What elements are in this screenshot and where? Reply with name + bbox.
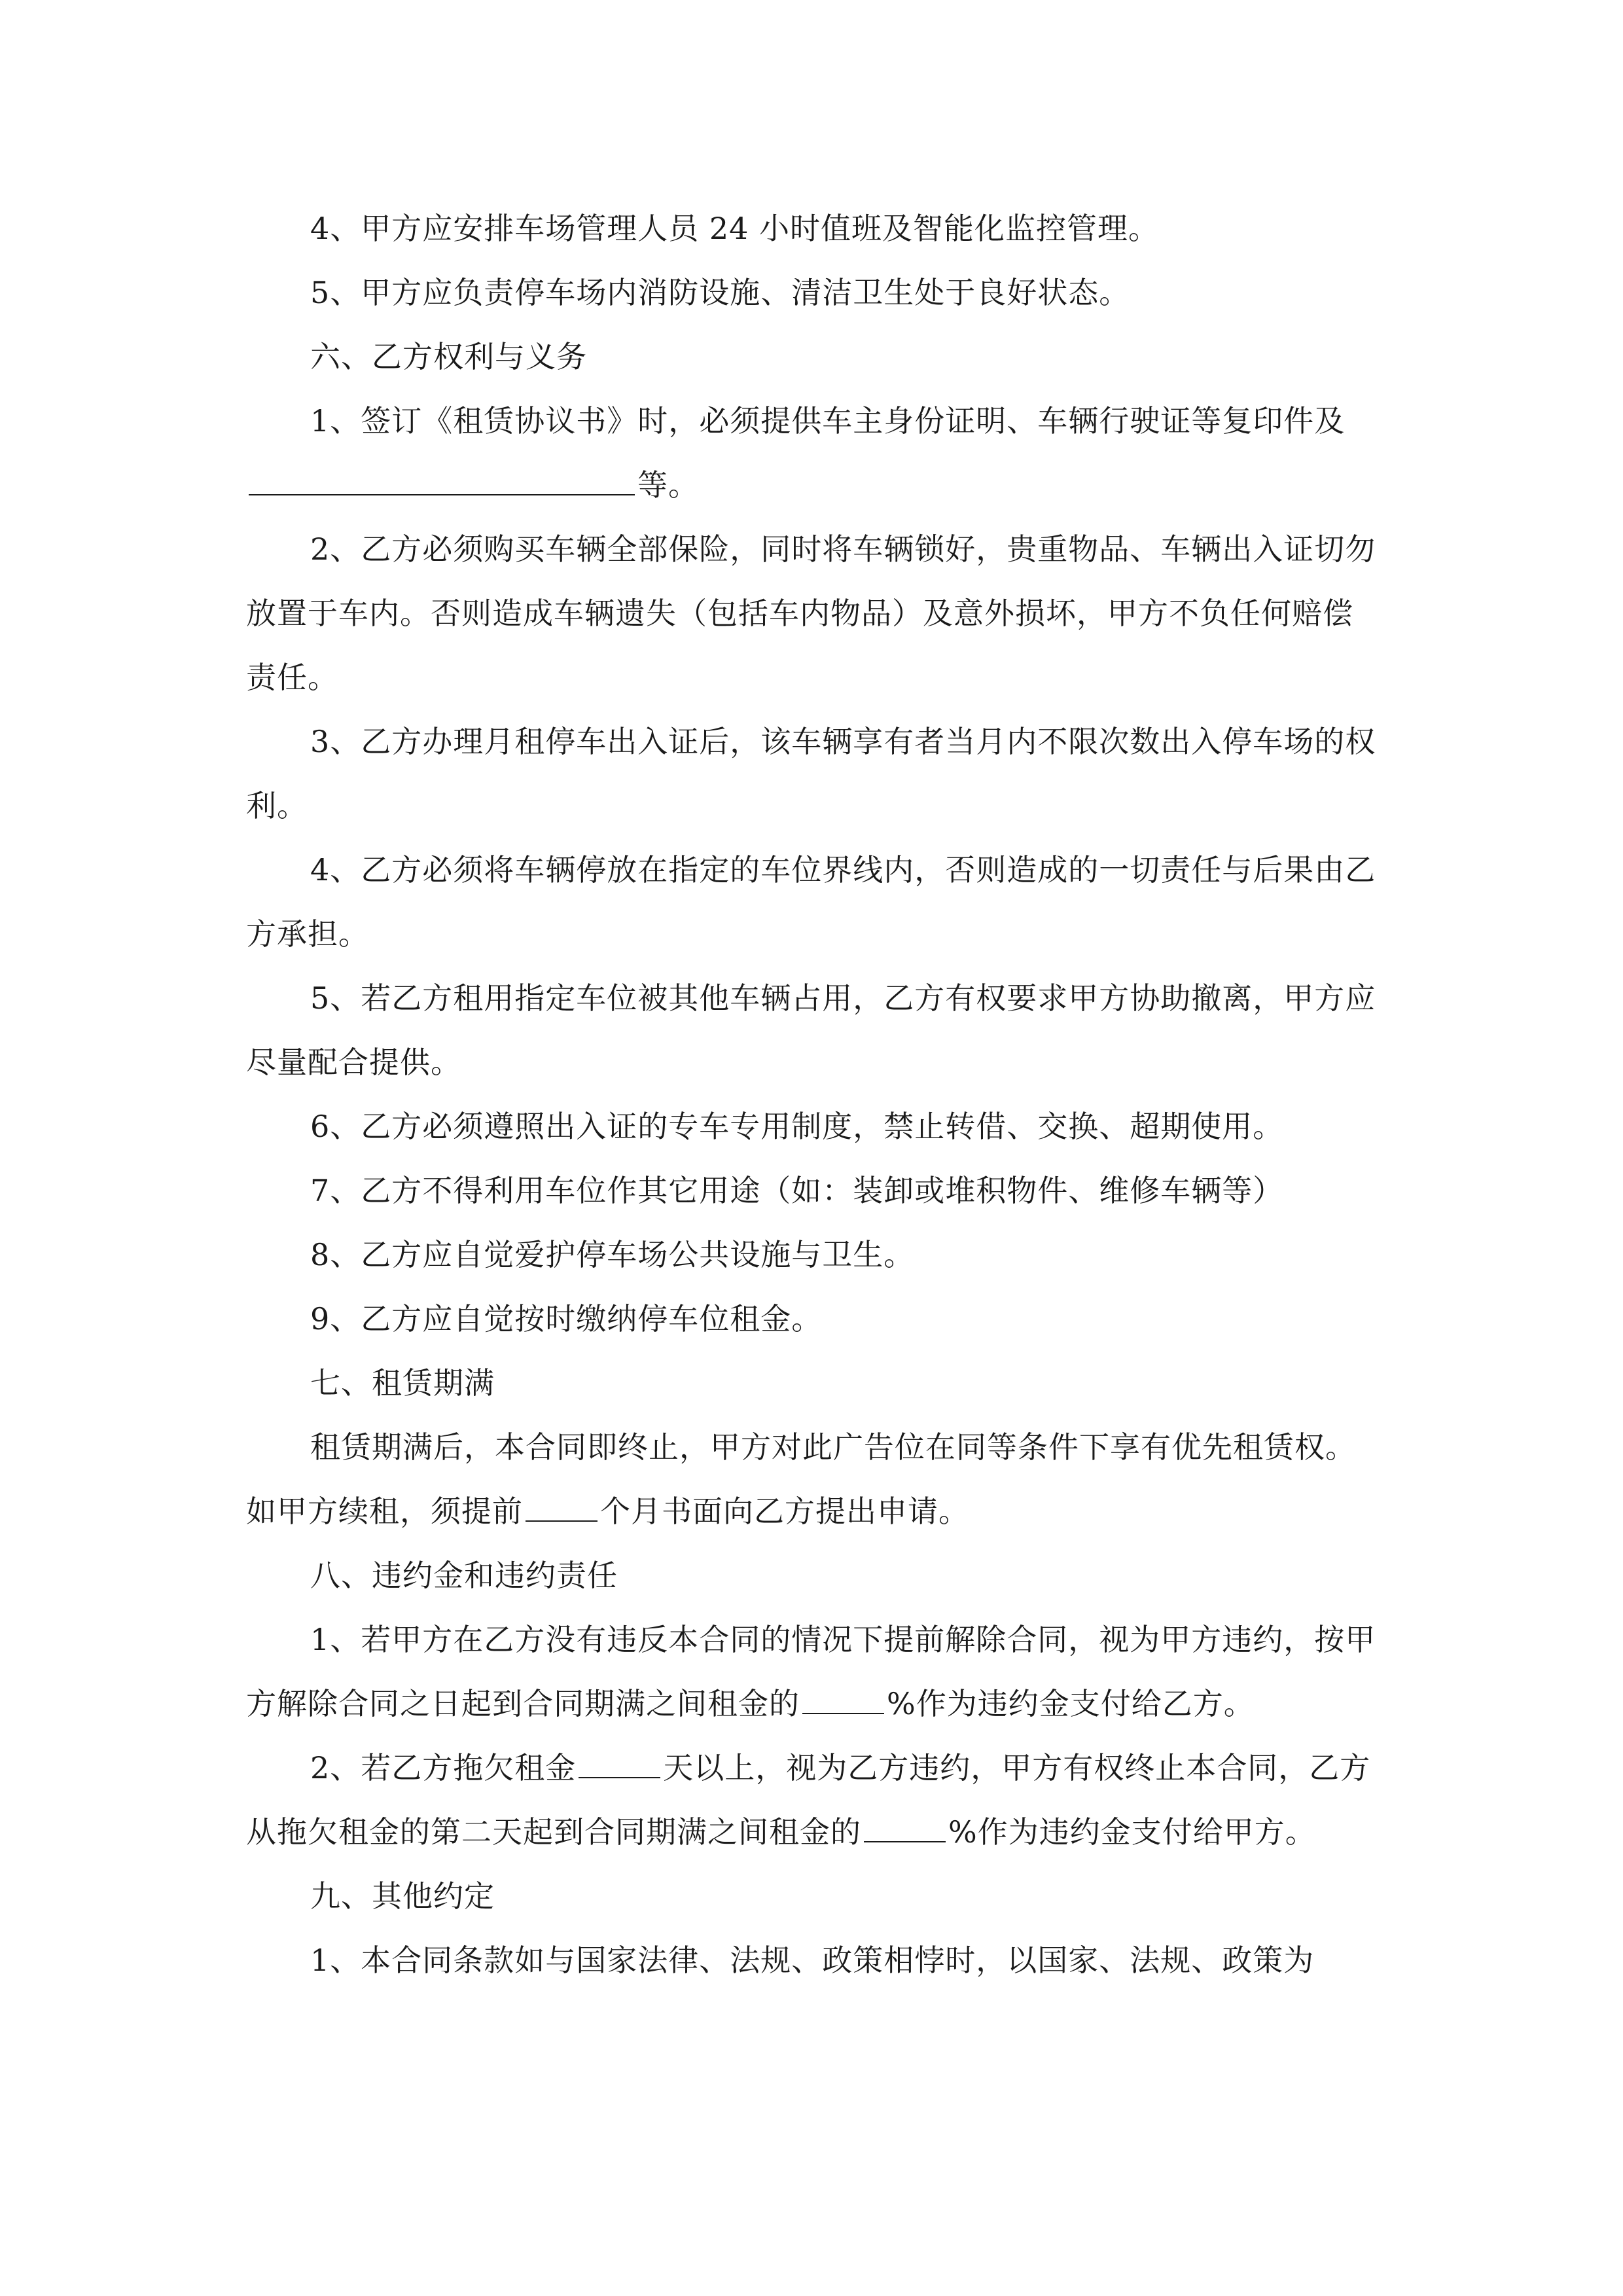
clause-text: 5、若乙方租用指定车位被其他车辆占用，乙方有权要求甲方协助撤离，甲方应尽量配合提供。: [246, 980, 1376, 1080]
clause-5-fire-safety: [246, 260, 1378, 325]
clause-text: 租赁期满后，本合同即终止，甲方对此广告位在同等条件下享有优先租赁权。如甲方续租，须提前: [246, 1429, 1356, 1529]
clause-text: 6、乙方必须遵照出入证的专车专用制度，禁止转借、交换、超期使用。: [310, 1109, 1284, 1144]
clause-text: 1、本合同条款如与国家法律、法规、政策相悖时，以国家、法规、政策为: [310, 1943, 1315, 1978]
clause-text: 天以上，视为乙方违约，甲方有权终止本合同，乙方从拖欠租金的第二天起到合同期满之间租金的: [246, 1750, 1371, 1850]
clause-4-duty-staff: [246, 196, 1378, 260]
document-body: [246, 196, 1378, 1992]
clause-text: 2、若乙方拖欠租金: [310, 1750, 577, 1785]
clause-text: 2、乙方必须购买车辆全部保险，同时将车辆锁好，贵重物品、车辆出入证切勿放置于车内。否则造成车辆遗失（包括车内物品）及意外损坏，甲方不负任何赔偿责任。: [246, 531, 1376, 695]
clause-text: 5、甲方应负责停车场内消防设施、清洁卫生处于良好状态。: [310, 275, 1130, 310]
section-heading-8: [246, 1543, 1378, 1607]
section-title: 九、其他约定: [310, 1878, 495, 1914]
clause-4-parking-lines: [246, 838, 1378, 966]
fill-in-blank[interactable]: [864, 1812, 946, 1842]
clause-8-public-facilities: [246, 1223, 1378, 1287]
clause-lease-expiry: [246, 1415, 1378, 1543]
clause-text: 7、乙方不得利用车位作其它用途（如：装卸或堆积物件、维修车辆等）: [310, 1173, 1284, 1208]
clause-3-monthly-pass: [246, 709, 1378, 838]
clause-text: %作为违约金支付给乙方。: [887, 1686, 1255, 1721]
clause-text: 8、乙方应自觉爱护停车场公共设施与卫生。: [310, 1237, 915, 1272]
clause-7-other-uses: [246, 1158, 1378, 1223]
clause-9-rent-payment: [246, 1287, 1378, 1351]
clause-text: 1、签订《租赁协议书》时，必须提供车主身份证明、车辆行驶证等复印件: [310, 403, 1315, 439]
clause-6-pass-usage: [246, 1094, 1378, 1158]
clause-text: %作为违约金支付给甲方。: [948, 1814, 1316, 1850]
section-heading-7: [246, 1351, 1378, 1415]
clause-text: 4、甲方应安排车场管理人员 24 小时值班及智能化监控管理。: [310, 211, 1160, 246]
clause-text: 等。: [637, 467, 699, 503]
clause-text: 及: [1314, 403, 1346, 439]
section-heading-9: [246, 1864, 1378, 1928]
clause-1-party-a-breach: [246, 1607, 1378, 1736]
clause-2-party-b-arrears: [246, 1736, 1378, 1864]
section-heading-6: [246, 325, 1378, 389]
clause-2-insurance: [246, 517, 1378, 709]
clause-text: 4、乙方必须将车辆停放在指定的车位界线内，否则造成的一切责任与后果由乙方承担。: [246, 852, 1376, 952]
clause-1-lease-agreement: [246, 389, 1378, 517]
fill-in-blank[interactable]: [579, 1748, 660, 1778]
fill-in-blank[interactable]: [802, 1684, 884, 1714]
fill-in-blank[interactable]: [526, 1492, 597, 1522]
clause-text: 1、若甲方在乙方没有违反本合同的情况下提前解除合同，视为甲方违约，按甲方解除合同之日起到合同期满之间租金的: [246, 1622, 1376, 1721]
clause-5-occupied-space: [246, 966, 1378, 1094]
clause-text: 个月书面向乙方提出申请。: [600, 1494, 969, 1529]
fill-in-blank[interactable]: [249, 465, 635, 495]
section-title: 六、乙方权利与义务: [310, 339, 587, 374]
clause-text: 3、乙方办理月租停车出入证后，该车辆享有者当月内不限次数出入停车场的权利。: [246, 724, 1376, 823]
clause-1-legal-conflict: [246, 1928, 1378, 1992]
clause-text: 9、乙方应自觉按时缴纳停车位租金。: [310, 1301, 823, 1336]
section-title: 八、违约金和违约责任: [310, 1558, 618, 1593]
section-title: 七、租赁期满: [310, 1365, 495, 1401]
